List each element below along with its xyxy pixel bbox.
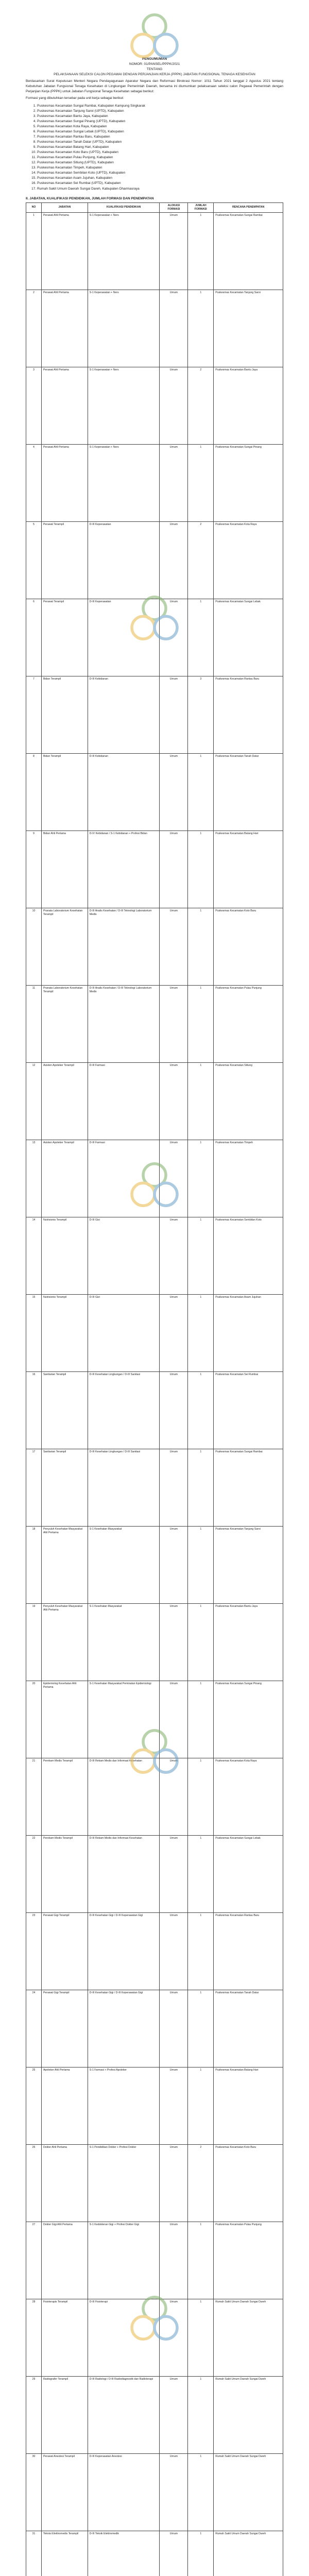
cell-penempatan: Puskesmas Kecamatan Rantau Baru — [214, 1912, 283, 1990]
cell-no: 31 — [26, 2531, 42, 2576]
cell-jabatan: Dokter Ahli Pertama — [41, 2144, 88, 2222]
table-row — [26, 2376, 283, 2453]
table-row — [26, 985, 283, 1062]
table-row — [26, 1835, 283, 1912]
table-row — [26, 1912, 283, 1990]
cell-kualifikasi: D-III Kesehatan Gigi / D-III Keperawatan Gigi — [88, 1990, 160, 2067]
cell-jumlah: 2 — [188, 2144, 214, 2222]
cell-kualifikasi: S-1 Kesehatan Masyarakat — [88, 1603, 160, 1681]
table-row — [26, 676, 283, 753]
cell-penempatan: Puskesmas Kecamatan Pulau Punjung — [214, 985, 283, 1062]
location-item: 3. Puskesmas Kecamatan Bantu Jaya, Kabupaten — [37, 114, 283, 119]
cell-kualifikasi: D-III Teknik Elektromedik — [88, 2531, 160, 2576]
location-item: 7. Puskesmas Kecamatan Rantau Baru, Kabupaten — [37, 134, 283, 140]
cell-formasi: Umum — [160, 2144, 188, 2222]
cell-kualifikasi: D-III Rekam Medis dan Informasi Kesehatan — [88, 1758, 160, 1835]
cell-jumlah: 1 — [188, 1449, 214, 1526]
cell-jabatan: Bidan Terampil — [41, 676, 88, 753]
cell-jabatan: Sanitarian Terampil — [41, 1449, 88, 1526]
cell-formasi: Umum — [160, 367, 188, 444]
cell-kualifikasi: D-III Kesehatan Lingkungan / D-III Sanitasi — [88, 1449, 160, 1526]
cell-penempatan: Puskesmas Kecamatan Kota Raya — [214, 521, 283, 599]
cell-kualifikasi: D-III Kebidanan — [88, 753, 160, 831]
cell-no: 7 — [26, 676, 42, 753]
cell-no: 23 — [26, 1912, 42, 1990]
table-header-row — [26, 202, 283, 212]
table-row — [26, 1062, 283, 1140]
cell-no: 19 — [26, 1603, 42, 1681]
table-row — [26, 908, 283, 985]
cell-penempatan: Puskesmas Kecamatan Sitiung — [214, 1062, 283, 1140]
cell-penempatan: Puskesmas Kecamatan Tanah Datar — [214, 753, 283, 831]
cell-no: 14 — [26, 1217, 42, 1294]
location-item: 11. Puskesmas Kecamatan Pulau Punjung, Kabupaten — [37, 155, 283, 160]
cell-no: 10 — [26, 908, 42, 985]
header-line-4: PELAKSANAAN SELEKSI CALON PEGAWAI DENGAN PERJANJIAN KERJA (PPPK) JABATAN FUNGSIONAL TENAGA KESEHATAN — [54, 73, 255, 77]
cell-formasi: Umum — [160, 1990, 188, 2067]
header-line-2: NOMOR: 01/PANSEL/PPPK/2021 — [129, 62, 180, 66]
cell-no: 13 — [26, 1140, 42, 1217]
cell-kualifikasi: S-1 Kesehatan Masyarakat — [88, 1526, 160, 1603]
cell-jabatan: Radiografer Terampil — [41, 2376, 88, 2453]
location-item: 12. Puskesmas Kecamatan Sitiung (UPTD), Kabupaten — [37, 160, 283, 165]
locations-intro: Formasi yang dibutuhkan tersebar pada unit kerja sebagai berikut: — [26, 96, 124, 100]
cell-jumlah: 2 — [188, 521, 214, 599]
cell-formasi: Umum — [160, 1835, 188, 1912]
cell-no: 2 — [26, 290, 42, 367]
cell-penempatan: Puskesmas Kecamatan Sungai Lebak — [214, 1835, 283, 1912]
locations-list — [37, 104, 283, 192]
cell-jabatan: Perekam Medis Terampil — [41, 1758, 88, 1835]
location-item: 6. Puskesmas Kecamatan Sungai Lebak (UPTD), Kabupaten — [37, 129, 283, 134]
cell-jumlah: 1 — [188, 212, 214, 290]
cell-jumlah: 1 — [188, 1912, 214, 1990]
cell-no: 15 — [26, 1294, 42, 1371]
cell-formasi: Umum — [160, 2222, 188, 2299]
header-line-3: TENTANG — [146, 67, 163, 72]
cell-penempatan: Puskesmas Kecamatan Bantu Jaya — [214, 367, 283, 444]
cell-jabatan: Asisten Apoteker Terampil — [41, 1062, 88, 1140]
cell-no: 6 — [26, 599, 42, 676]
location-item: 14. Puskesmas Kecamatan Sembilan Koto (UPTD), Kabupaten — [37, 171, 283, 176]
cell-penempatan: Puskesmas Kecamatan Kota Raya — [214, 1758, 283, 1835]
cell-no: 8 — [26, 753, 42, 831]
cell-kualifikasi: D-IV Kebidanan / S-1 Kebidanan + Profesi Bidan — [88, 831, 160, 908]
cell-formasi: Umum — [160, 1681, 188, 1758]
cell-jumlah: 1 — [188, 1990, 214, 2067]
cell-kualifikasi: D-III Gizi — [88, 1294, 160, 1371]
cell-no: 9 — [26, 831, 42, 908]
watermark-logo-icon — [126, 1726, 183, 1783]
cell-formasi: Umum — [160, 212, 188, 290]
cell-penempatan: Puskesmas Kecamatan Rantau Baru — [214, 676, 283, 753]
cell-formasi: Umum — [160, 753, 188, 831]
cell-penempatan: Puskesmas Kecamatan Sungai Pinang — [214, 444, 283, 521]
cell-formasi: Umum — [160, 521, 188, 599]
cell-penempatan: Puskesmas Kecamatan Sungai Rambai — [214, 1449, 283, 1526]
cell-jumlah: 1 — [188, 2222, 214, 2299]
cell-penempatan: Puskesmas Kecamatan Timpeh — [214, 1140, 283, 1217]
location-item: 10. Puskesmas Kecamatan Koto Baru (UPTD), Kabupaten — [37, 150, 283, 155]
cell-kualifikasi: S-1 Kesehatan Masyarakat Peminatan Epidemiologi — [88, 1681, 160, 1758]
cell-jabatan: Perawat Ahli Pertama — [41, 367, 88, 444]
cell-kualifikasi: D-III Farmasi — [88, 1062, 160, 1140]
cell-jabatan: Penyuluh Kesehatan Masyarakat Ahli Pertama — [41, 1603, 88, 1681]
cell-jabatan: Nutrisionis Terampil — [41, 1294, 88, 1371]
cell-formasi: Umum — [160, 444, 188, 521]
location-item: 16. Puskesmas Kecamatan Sei Rumbai (UPTD), Kabupaten — [37, 181, 283, 186]
cell-jabatan: Perawat Ahli Pertama — [41, 290, 88, 367]
cell-jabatan: Perawat Ahli Pertama — [41, 444, 88, 521]
cell-jumlah: 1 — [188, 2067, 214, 2144]
cell-kualifikasi: D-III Kesehatan Lingkungan / D-III Sanitasi — [88, 1371, 160, 1449]
col-header-jumlah: JUMLAH FORMASI — [188, 202, 214, 212]
cell-kualifikasi: D-III Farmasi — [88, 1140, 160, 1217]
cell-jumlah: 1 — [188, 1835, 214, 1912]
cell-jumlah: 1 — [188, 1526, 214, 1603]
cell-jumlah: 1 — [188, 908, 214, 985]
table-row — [26, 2222, 283, 2299]
formation-table — [26, 202, 283, 2576]
cell-formasi: Umum — [160, 1758, 188, 1835]
col-header-jabatan: JABATAN — [41, 202, 88, 212]
cell-jabatan: Perawat Terampil — [41, 521, 88, 599]
table-row — [26, 521, 283, 599]
table-row — [26, 2067, 283, 2144]
cell-formasi: Umum — [160, 2299, 188, 2376]
cell-kualifikasi: D-III Gizi — [88, 1217, 160, 1294]
table-row — [26, 444, 283, 521]
cell-formasi: Umum — [160, 676, 188, 753]
watermark-logo-icon — [126, 1159, 183, 1216]
cell-jabatan: Asisten Apoteker Terampil — [41, 1140, 88, 1217]
intro-paragraph: Berdasarkan Surat Keputusan Menteri Negara Pendayagunaan Aparatur Negara dan Reformasi Birokrasi Nomor: 1011 Tahun 2021 tanggal 2 Agustus 2021 tentang Kebutuhan Jabatan Fungsional Tenaga Kesehatan di Lingkungan Pemerintah Daerah, bersama ini diumumkan pelaksanaan seleksi calon Pegawai Pemerintah dengan Perjanjian Kerja (PPPK) untuk Jabatan Fungsional Tenaga Kesehatan sebagai berikut: — [26, 79, 283, 94]
cell-jabatan: Sanitarian Terampil — [41, 1371, 88, 1449]
cell-jabatan: Perekam Medis Terampil — [41, 1835, 88, 1912]
cell-jumlah: 1 — [188, 1217, 214, 1294]
cell-jabatan: Bidan Terampil — [41, 753, 88, 831]
cell-penempatan: Rumah Sakit Umum Daerah Sungai Dareh — [214, 2453, 283, 2531]
cell-no: 21 — [26, 1758, 42, 1835]
cell-penempatan: Puskesmas Kecamatan Asam Jujuhan — [214, 1294, 283, 1371]
cell-kualifikasi: S-1 Pendidikan Dokter + Profesi Dokter — [88, 2144, 160, 2222]
table-row — [26, 1526, 283, 1603]
cell-formasi: Umum — [160, 2376, 188, 2453]
cell-penempatan: Puskesmas Kecamatan Sembilan Koto — [214, 1217, 283, 1294]
cell-jabatan: Fisioterapis Terampil — [41, 2299, 88, 2376]
cell-formasi: Umum — [160, 1526, 188, 1603]
cell-no: 3 — [26, 367, 42, 444]
cell-jumlah: 1 — [188, 2376, 214, 2453]
cell-penempatan: Puskesmas Kecamatan Sungai Lebak — [214, 599, 283, 676]
location-item: 17. Rumah Sakit Umum Daerah Sungai Dareh, Kabupaten Dharmasraya — [37, 187, 283, 192]
location-item: 15. Puskesmas Kecamatan Asam Jujuhan, Kabupaten — [37, 176, 283, 181]
cell-no: 30 — [26, 2453, 42, 2531]
cell-kualifikasi: S-1 Keperawatan + Ners — [88, 290, 160, 367]
cell-kualifikasi: D-III Keperawatan — [88, 599, 160, 676]
cell-jabatan: Pranata Laboratorium Kesehatan Terampil — [41, 985, 88, 1062]
col-header-no: NO — [26, 202, 42, 212]
table-row — [26, 1449, 283, 1526]
cell-penempatan: Puskesmas Kecamatan Tanjung Saroi — [214, 290, 283, 367]
cell-no: 28 — [26, 2299, 42, 2376]
cell-penempatan: Puskesmas Kecamatan Sei Rumbai — [214, 1371, 283, 1449]
cell-jabatan: Pranata Laboratorium Kesehatan Terampil — [41, 908, 88, 985]
cell-no: 16 — [26, 1371, 42, 1449]
cell-kualifikasi: D-III Analis Kesehatan / D-III Teknologi Laboratorium Medis — [88, 908, 160, 985]
cell-penempatan: Puskesmas Kecamatan Koto Baru — [214, 908, 283, 985]
watermark-logo-icon — [126, 592, 183, 649]
cell-kualifikasi: D-III Keperawatan — [88, 521, 160, 599]
cell-jumlah: 1 — [188, 753, 214, 831]
table-row — [26, 1990, 283, 2067]
cell-penempatan: Puskesmas Kecamatan Koto Baru — [214, 2144, 283, 2222]
cell-no: 22 — [26, 1835, 42, 1912]
cell-jumlah: 2 — [188, 367, 214, 444]
cell-jumlah: 3 — [188, 676, 214, 753]
cell-penempatan: Puskesmas Kecamatan Batang Hari — [214, 831, 283, 908]
cell-no: 26 — [26, 2144, 42, 2222]
cell-no: 1 — [26, 212, 42, 290]
cell-penempatan: Puskesmas Kecamatan Tanah Datar — [214, 1990, 283, 2067]
cell-jabatan: Apoteker Ahli Pertama — [41, 2067, 88, 2144]
cell-jabatan: Perawat Gigi Terampil — [41, 1990, 88, 2067]
cell-jumlah: 1 — [188, 2531, 214, 2576]
cell-jumlah: 1 — [188, 1140, 214, 1217]
cell-formasi: Umum — [160, 290, 188, 367]
cell-jabatan: Dokter Gigi Ahli Pertama — [41, 2222, 88, 2299]
cell-formasi: Umum — [160, 599, 188, 676]
cell-kualifikasi: S-1 Keperawatan + Ners — [88, 212, 160, 290]
cell-formasi: Umum — [160, 908, 188, 985]
watermark-logo-icon — [126, 10, 183, 67]
cell-jabatan: Epidemiolog Kesehatan Ahli Pertama — [41, 1681, 88, 1758]
table-row — [26, 2453, 283, 2531]
cell-jumlah: 1 — [188, 1294, 214, 1371]
cell-penempatan: Puskesmas Kecamatan Sungai Rambai — [214, 212, 283, 290]
cell-kualifikasi: D-III Analis Kesehatan / D-III Teknologi Laboratorium Medis — [88, 985, 160, 1062]
cell-jabatan: Perawat Terampil — [41, 599, 88, 676]
cell-no: 17 — [26, 1449, 42, 1526]
cell-no: 20 — [26, 1681, 42, 1758]
cell-no: 24 — [26, 1990, 42, 2067]
cell-penempatan: Puskesmas Kecamatan Batang Hari — [214, 2067, 283, 2144]
cell-no: 4 — [26, 444, 42, 521]
table-row — [26, 753, 283, 831]
cell-jumlah: 1 — [188, 2299, 214, 2376]
cell-kualifikasi: D-III Rekam Medis dan Informasi Kesehatan — [88, 1835, 160, 1912]
col-header-formasi: ALOKASI FORMASI — [160, 202, 188, 212]
cell-formasi: Umum — [160, 1062, 188, 1140]
cell-formasi: Umum — [160, 1294, 188, 1371]
cell-penempatan: Rumah Sakit Umum Daerah Sungai Dareh — [214, 2531, 283, 2576]
cell-jabatan: Perawat Ahli Pertama — [41, 212, 88, 290]
cell-penempatan: Rumah Sakit Umum Daerah Sungai Dareh — [214, 2376, 283, 2453]
cell-jumlah: 1 — [188, 1371, 214, 1449]
cell-jumlah: 1 — [188, 1603, 214, 1681]
table-row — [26, 2531, 283, 2576]
cell-jumlah: 1 — [188, 1758, 214, 1835]
cell-formasi: Umum — [160, 1912, 188, 1990]
section-title: II. JABATAN, KUALIFIKASI PENDIDIKAN, JUMLAH FORMASI DAN PENEMPATAN — [26, 196, 154, 200]
cell-jabatan: Perawat Gigi Terampil — [41, 1912, 88, 1990]
cell-jabatan: Nutrisionis Terampil — [41, 1217, 88, 1294]
cell-formasi: Umum — [160, 1217, 188, 1294]
watermark-logo-icon — [126, 2293, 183, 2349]
cell-jumlah: 1 — [188, 831, 214, 908]
cell-kualifikasi: D-III Kesehatan Gigi / D-III Keperawatan Gigi — [88, 1912, 160, 1990]
cell-formasi: Umum — [160, 831, 188, 908]
table-row — [26, 1294, 283, 1371]
header-line-1: PENGUMUMAN — [142, 57, 167, 61]
col-header-kualifikasi: KUALIFIKASI PENDIDIKAN — [88, 202, 160, 212]
location-item: 9. Puskesmas Kecamatan Batang Hari, Kabupaten — [37, 145, 283, 150]
cell-no: 18 — [26, 1526, 42, 1603]
cell-jumlah: 1 — [188, 599, 214, 676]
location-item: 13. Puskesmas Kecamatan Timpeh, Kabupaten — [37, 165, 283, 171]
cell-jabatan: Bidan Ahli Pertama — [41, 831, 88, 908]
cell-formasi: Umum — [160, 1449, 188, 1526]
cell-jabatan: Perawat Anestesi Terampil — [41, 2453, 88, 2531]
cell-no: 29 — [26, 2376, 42, 2453]
cell-kualifikasi: D-III Kebidanan — [88, 676, 160, 753]
cell-penempatan: Puskesmas Kecamatan Bantu Jaya — [214, 1603, 283, 1681]
cell-jumlah: 1 — [188, 290, 214, 367]
table-row — [26, 2144, 283, 2222]
table-row — [26, 1371, 283, 1449]
cell-jumlah: 1 — [188, 444, 214, 521]
cell-formasi: Umum — [160, 1371, 188, 1449]
cell-jumlah: 1 — [188, 2453, 214, 2531]
table-row — [26, 290, 283, 367]
table-row — [26, 212, 283, 290]
cell-no: 5 — [26, 521, 42, 599]
cell-kualifikasi: D-III Keperawatan Anestesi — [88, 2453, 160, 2531]
cell-kualifikasi: D-III Fisioterapi — [88, 2299, 160, 2376]
cell-jumlah: 1 — [188, 1681, 214, 1758]
cell-jumlah: 1 — [188, 985, 214, 1062]
cell-kualifikasi: S-1 Farmasi + Profesi Apoteker — [88, 2067, 160, 2144]
table-row — [26, 367, 283, 444]
cell-kualifikasi: S-1 Keperawatan + Ners — [88, 444, 160, 521]
cell-no: 12 — [26, 1062, 42, 1140]
cell-formasi: Umum — [160, 2067, 188, 2144]
cell-formasi: Umum — [160, 2531, 188, 2576]
cell-no: 25 — [26, 2067, 42, 2144]
cell-kualifikasi: S-1 Kedokteran Gigi + Profesi Dokter Gigi — [88, 2222, 160, 2299]
cell-kualifikasi: D-III Radiologi / D-III Radiodiagnostik dan Radioterapi — [88, 2376, 160, 2453]
cell-no: 27 — [26, 2222, 42, 2299]
table-row — [26, 831, 283, 908]
table-row — [26, 1217, 283, 1294]
cell-formasi: Umum — [160, 985, 188, 1062]
cell-jabatan: Teknisi Elektromedis Terampil — [41, 2531, 88, 2576]
cell-penempatan: Puskesmas Kecamatan Sungai Pinang — [214, 1681, 283, 1758]
cell-formasi: Umum — [160, 2453, 188, 2531]
location-item: 5. Puskesmas Kecamatan Kota Raya, Kabupaten — [37, 124, 283, 129]
cell-jumlah: 1 — [188, 1062, 214, 1140]
cell-penempatan: Puskesmas Kecamatan Tanjung Saroi — [214, 1526, 283, 1603]
cell-formasi: Umum — [160, 1603, 188, 1681]
cell-no: 11 — [26, 985, 42, 1062]
table-row — [26, 1603, 283, 1681]
col-header-penempatan: RENCANA PENEMPATAN — [214, 202, 283, 212]
cell-formasi: Umum — [160, 1140, 188, 1217]
cell-penempatan: Puskesmas Kecamatan Pulau Punjung — [214, 2222, 283, 2299]
location-item: 4. Puskesmas Kecamatan Sungai Pinang (UPTD), Kabupaten — [37, 119, 283, 124]
location-item: 2. Puskesmas Kecamatan Tanjung Saroi (UPTD), Kabupaten — [37, 109, 283, 114]
cell-penempatan: Rumah Sakit Umum Daerah Sungai Dareh — [214, 2299, 283, 2376]
location-item: 8. Puskesmas Kecamatan Tanah Datar (UPTD), Kabupaten — [37, 140, 283, 145]
location-item: 1. Puskesmas Kecamatan Sungai Rambai, Kabupaten Kampung Singkarak — [37, 104, 283, 109]
cell-kualifikasi: S-1 Keperawatan + Ners — [88, 367, 160, 444]
cell-jabatan: Penyuluh Kesehatan Masyarakat Ahli Pertama — [41, 1526, 88, 1603]
